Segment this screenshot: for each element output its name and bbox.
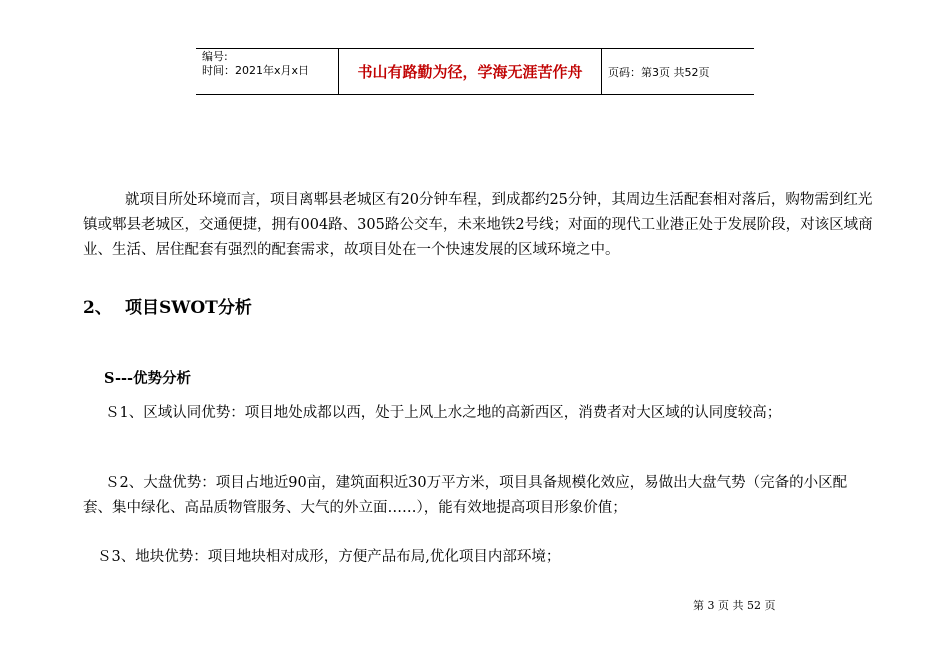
time-label: 时间：2021年x月x日: [202, 64, 310, 77]
section-number: 2、: [83, 298, 112, 318]
paragraph-environment: 就项目所处环境而言，项目离郫县老城区有20分钟车程，到成都约25分钟，其周边生活配套相对落后，购物需到红光镇或郫县老城区，交通便捷，拥有004路、305路公交车，未来地铁2号线；对面的现代工业港正处于发展阶段，对该区域商业、生活、居住配套有强烈的配套需求，故项目处在一个快速发展的区域环境之中。: [83, 192, 873, 258]
strengths-subheading: S---优势分析: [104, 370, 192, 387]
strength-item-s2: Ｓ2、大盘优势：项目占地近90亩，建筑面积近30万平方米，项目具备规模化效应，易做出大盘气势（完备的小区配套、集中绿化、高品质物管服务、大气的外立面……），能有效地提高项目形象价值；: [83, 475, 848, 516]
strength-item-s1: Ｓ1、区域认同优势：项目地处成都以西，处于上风上水之地的高新西区，消费者对大区域的认同度较高；: [105, 405, 782, 421]
section-heading: [83, 296, 252, 320]
strength-item-s3: Ｓ3、地块优势：项目地块相对成形，方便产品布局,优化项目内部环境；: [97, 549, 561, 565]
header-page-code: 页码：第3页 共52页: [608, 65, 710, 79]
header-motto: 书山有路勤为径，学海无涯苦作舟: [339, 49, 602, 94]
header-info-cell: [196, 49, 339, 94]
number-label: 编号:: [202, 50, 228, 63]
page-footer: 第 3 页 共 52 页: [693, 599, 776, 612]
page-header: [196, 48, 754, 95]
section-title: 项目SWOT分析: [125, 298, 252, 318]
